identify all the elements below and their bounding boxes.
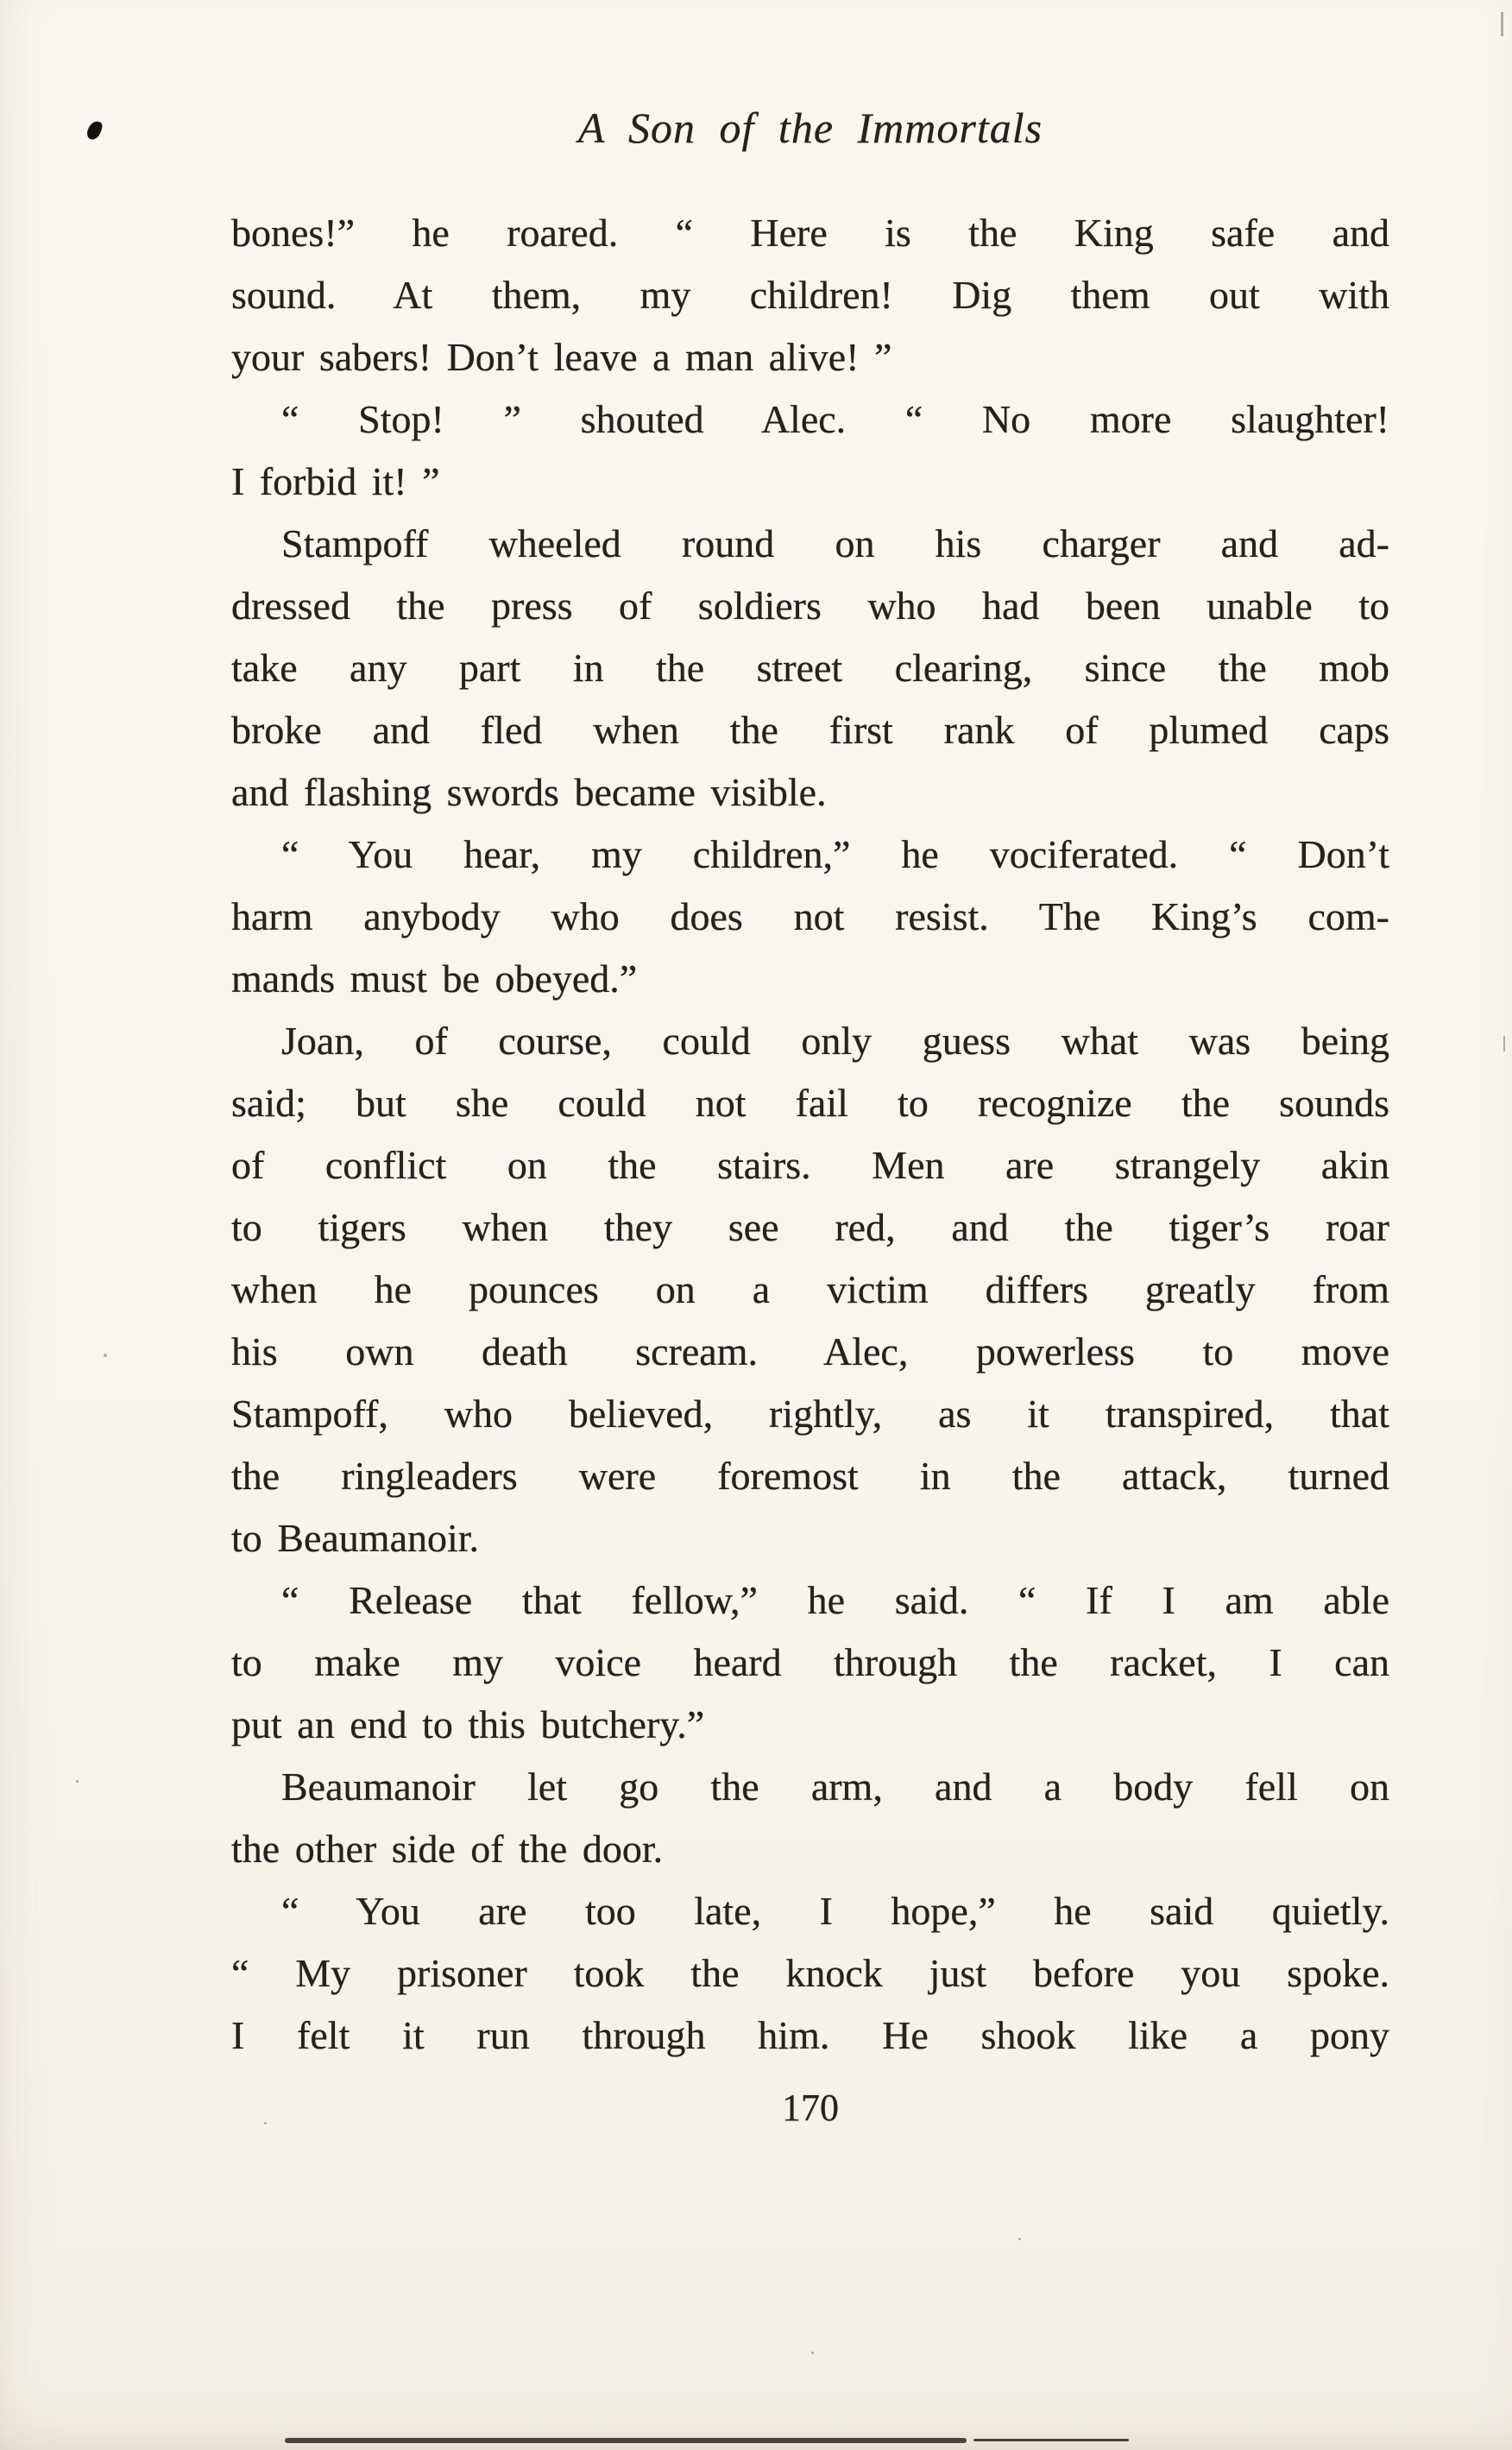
scan-speckle bbox=[1018, 2238, 1021, 2240]
text-line: mands must be obeyed.” bbox=[231, 957, 638, 1001]
scan-bottom-line bbox=[285, 2438, 967, 2443]
paragraph bbox=[231, 1010, 1389, 1569]
text-line: said; but she could not fail to recognize the sounds bbox=[231, 1081, 1389, 1125]
page-number: 170 bbox=[782, 2087, 839, 2129]
text-line: I felt it run through him. He shook like a pony bbox=[231, 2013, 1389, 2057]
text-line: bones!” he roared. “ Here is the King safe and bbox=[231, 211, 1389, 255]
text-line: broke and fled when the first rank of plumed caps bbox=[231, 708, 1389, 752]
text-line: to tigers when they see red, and the tiger’s roar bbox=[231, 1205, 1389, 1249]
ink-blot-mark bbox=[85, 119, 104, 142]
paragraph bbox=[231, 1880, 1389, 2067]
text-line: take any part in the street clearing, since the mob bbox=[231, 646, 1389, 690]
paragraph bbox=[231, 202, 1389, 388]
scan-speckle bbox=[76, 1780, 79, 1783]
scan-edge-mark bbox=[1503, 1036, 1505, 1051]
text-line: “ Release that fellow,” he said. “ If I am able bbox=[281, 1578, 1389, 1622]
text-line: Beaumanoir let go the arm, and a body fell on bbox=[281, 1765, 1389, 1809]
text-line: of conflict on the stairs. Men are strangely akin bbox=[231, 1143, 1389, 1187]
page-content bbox=[231, 102, 1389, 2131]
text-line: his own death scream. Alec, powerless to move bbox=[231, 1329, 1389, 1373]
paragraph bbox=[231, 513, 1389, 824]
paragraph bbox=[231, 388, 1389, 513]
text-line: harm anybody who does not resist. The King’s com- bbox=[231, 894, 1389, 938]
scan-bottom-line bbox=[973, 2439, 1129, 2441]
scan-edge-mark bbox=[1501, 12, 1503, 36]
text-line: Stampoff wheeled round on his charger and ad- bbox=[281, 521, 1389, 565]
text-line: “ You hear, my children,” he vociferated. “ Don’t bbox=[281, 832, 1389, 876]
text-line: Joan, of course, could only guess what was being bbox=[281, 1019, 1389, 1063]
text-line: when he pounces on a victim differs greatly from bbox=[231, 1267, 1389, 1311]
paragraph bbox=[231, 1569, 1389, 1756]
text-line: Stampoff, who believed, rightly, as it transpired, that bbox=[231, 1392, 1389, 1436]
scan-speckle bbox=[264, 2122, 267, 2125]
text-line: the ringleaders were foremost in the attack, turned bbox=[231, 1454, 1389, 1498]
running-head-title: A Son of the Immortals bbox=[577, 104, 1043, 152]
paragraph bbox=[231, 1756, 1389, 1880]
text-line: to Beaumanoir. bbox=[231, 1516, 480, 1560]
text-line: I forbid it! ” bbox=[231, 459, 440, 503]
text-line: the other side of the door. bbox=[231, 1827, 664, 1871]
scan-speckle bbox=[811, 2352, 814, 2354]
paragraph bbox=[231, 824, 1389, 1010]
text-line: and flashing swords became visible. bbox=[231, 770, 827, 814]
scan-speckle bbox=[104, 1354, 107, 1357]
text-line: “ Stop! ” shouted Alec. “ No more slaughter! bbox=[281, 397, 1389, 441]
text-line: to make my voice heard through the racket, I can bbox=[231, 1640, 1389, 1684]
text-block bbox=[231, 202, 1389, 2067]
text-line: sound. At them, my children! Dig them out with bbox=[231, 273, 1389, 317]
text-line: put an end to this butchery.” bbox=[231, 1702, 705, 1746]
text-line: your sabers! Don’t leave a man alive! ” bbox=[231, 335, 892, 379]
text-line: “ You are too late, I hope,” he said quietly. bbox=[281, 1889, 1389, 1933]
text-line: “ My prisoner took the knock just before you spoke. bbox=[231, 1951, 1389, 1995]
text-line: dressed the press of soldiers who had been unable to bbox=[231, 584, 1389, 628]
